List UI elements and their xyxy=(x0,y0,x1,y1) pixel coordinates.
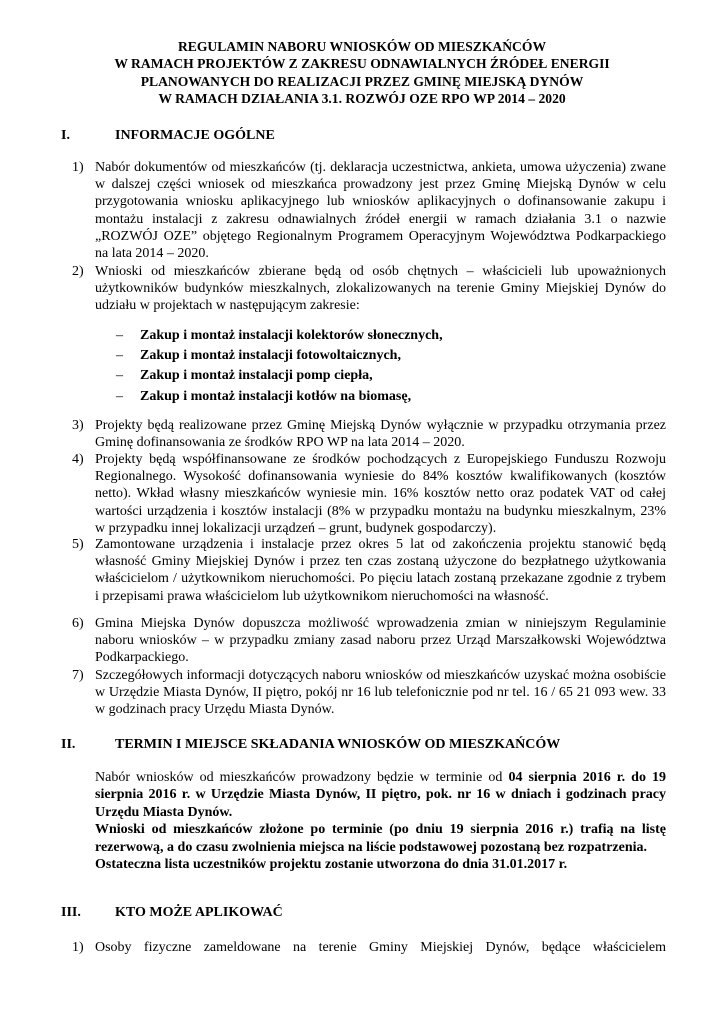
list-item xyxy=(72,417,666,451)
list-item xyxy=(72,667,666,719)
section-2-body xyxy=(95,769,666,873)
document-title xyxy=(60,38,664,107)
list-item xyxy=(72,536,666,605)
dash-icon: – xyxy=(116,348,123,364)
item-text: Wnioski od mieszkańców zbierane będą od osób chętnych – właścicieli lub upoważnionych użytkowników budynków mieszkalnych, zlokalizowanych na terenie Gminy Miejskiej Dynów do udziału w projektach w następującym zakresie: xyxy=(95,264,666,314)
bullet-item xyxy=(116,366,443,386)
item-number: 1) xyxy=(72,160,84,175)
item-text: Szczegółowych informacji dotyczących naboru wniosków od mieszkańców uzyskać można osobiście w Urzędzie Miasta Dynów, II piętro, pokój nr 16 lub telefonicznie pod nr tel. 16 / 65 21 093 wew. 33 w godzinach pracy Urzędu Miasta Dynów. xyxy=(95,668,666,718)
list-item xyxy=(72,939,666,956)
application-period-paragraph xyxy=(95,769,666,821)
bullet-text: Zakup i montaż instalacji kotłów na biomasę, xyxy=(140,388,412,404)
dash-icon: – xyxy=(116,388,123,404)
bullet-text: Zakup i montaż instalacji pomp ciepła, xyxy=(140,368,373,384)
item-number: 1) xyxy=(72,940,84,955)
bullet-item xyxy=(116,326,443,346)
list-item xyxy=(72,159,666,262)
bullet-item xyxy=(116,346,443,366)
item-number: 7) xyxy=(72,668,84,683)
item-number: 4) xyxy=(72,452,84,467)
item-text: Projekty będą współfinansowane ze środków pochodzących z Europejskiego Funduszu Rozwoju Regionalnego. Wysokość dofinansowania wyniesie do 84% kosztów kwalifikowanych (kosztów netto). Wkład własny mieszkańców wyniesie min. 16% kosztów netto oraz podatek VAT od całej wartości urządzenia i kosztów instalacji (8% w przypadku montażu na budynku mieszkalnym, 23% w przypadku innej lokalizacji urządzeń – grunt, budynek gospodarczy). xyxy=(95,452,666,536)
title-line: REGULAMIN NABORU WNIOSKÓW OD MIESZKAŃCÓW xyxy=(177,39,547,54)
late-applications-paragraph: Wnioski od mieszkańców złożone po terminie (po dniu 19 sierpnia 2016 r.) trafią na listę rezerwową, a do czasu zwolnienia miejsca na liście podstawowej pozostaną bez rozpatrzenia. xyxy=(95,822,666,855)
list-item xyxy=(72,451,666,537)
item-text: Projekty będą realizowane przez Gminę Miejską Dynów wyłącznie w przypadku otrzymania przez Gminę dofinansowania ze środków RPO WP na lata 2014 – 2020. xyxy=(95,418,666,451)
dash-icon: – xyxy=(116,368,123,384)
bullet-text: Zakup i montaż instalacji kolektorów słonecznych, xyxy=(140,328,443,343)
section-number: III. xyxy=(61,905,81,920)
bullet-item xyxy=(116,387,443,407)
item-number: 2) xyxy=(72,264,84,279)
title-line: PLANOWANYCH DO REALIZACJI PRZEZ GMINĘ MIEJSKĄ DYNÓW xyxy=(140,73,584,89)
section-title: TERMIN I MIEJSCE SKŁADANIA WNIOSKÓW OD MIESZKAŃCÓW xyxy=(115,737,561,752)
scope-bullet-list xyxy=(116,326,443,407)
item-number: 6) xyxy=(72,616,84,631)
list-item xyxy=(72,615,666,667)
item-text: Osoby fizyczne zameldowane na terenie Gminy Miejskiej Dynów, będące właścicielem xyxy=(95,940,666,955)
item-number: 5) xyxy=(72,537,84,552)
item-number: 3) xyxy=(72,418,84,433)
period-intro: Nabór wniosków od mieszkańców prowadzony będzie w terminie od xyxy=(95,770,509,785)
section-title: KTO MOŻE APLIKOWAĆ xyxy=(115,905,283,920)
title-line: W RAMACH PROJEKTÓW Z ZAKRESU ODNAWIALNYCH ŹRÓDEŁ ENERGII xyxy=(114,56,610,72)
item-text: Nabór dokumentów od mieszkańców (tj. deklaracja uczestnictwa, ankieta, umowa użyczenia) zwane w dalszej części wniosek od mieszkańca prowadzony jest przez Gminę Miejską Dynów w celu przygotowania wniosku aplikacyjnego lub wniosków aplikacyjnych o dofinansowanie zakupu i montażu instalacji z zakresu odnawialnych źródeł energii w ramach działania 3.1 o nazwie „ROZWÓJ OZE” objętego Regionalnym Programem Operacyjnym Województwa Podkarpackiego na lata 2014 – 2020. xyxy=(95,160,666,262)
dash-icon: – xyxy=(116,328,123,343)
period-dates: 04 sierpnia 2016 r. do 19 sierpnia 2016 r. w Urzędzie Miasta Dynów, II piętro, pok. nr 16 w dniach i godzinach pracy Urzędu Miasta Dynów. xyxy=(95,770,666,820)
final-list-paragraph: Ostateczna lista uczestników projektu zostanie utworzona do dnia 31.01.2017 r. xyxy=(95,857,568,873)
title-line: W RAMACH DZIAŁANIA 3.1. ROZWÓJ OZE RPO WP 2014 – 2020 xyxy=(158,90,566,106)
item-text: Gmina Miejska Dynów dopuszcza możliwość wprowadzenia zmian w niniejszym Regulaminie naboru wniosków – w przypadku zmiany zasad naboru przez Urząd Marszałkowski Województwa Podkarpackiego. xyxy=(95,616,666,666)
item-text: Zamontowane urządzenia i instalacje przez okres 5 lat od zakończenia projektu stanowić będą własność Gminy Miejskiej Dynów i przez ten czas zostaną użyczone do bezpłatnego użytkowania właścicielom / użytkownikom nieruchomości. Po pięciu latach zostaną przekazane zgodnie z trybem i przepisami prawa właścicielom lub użytkownikom nieruchomości na własność. xyxy=(95,537,666,604)
bullet-text: Zakup i montaż instalacji fotowoltaicznych, xyxy=(140,348,401,364)
section-number: I. xyxy=(61,128,70,143)
section-number: II. xyxy=(61,737,76,752)
list-item xyxy=(72,263,666,315)
section-title: INFORMACJE OGÓLNE xyxy=(115,128,275,143)
